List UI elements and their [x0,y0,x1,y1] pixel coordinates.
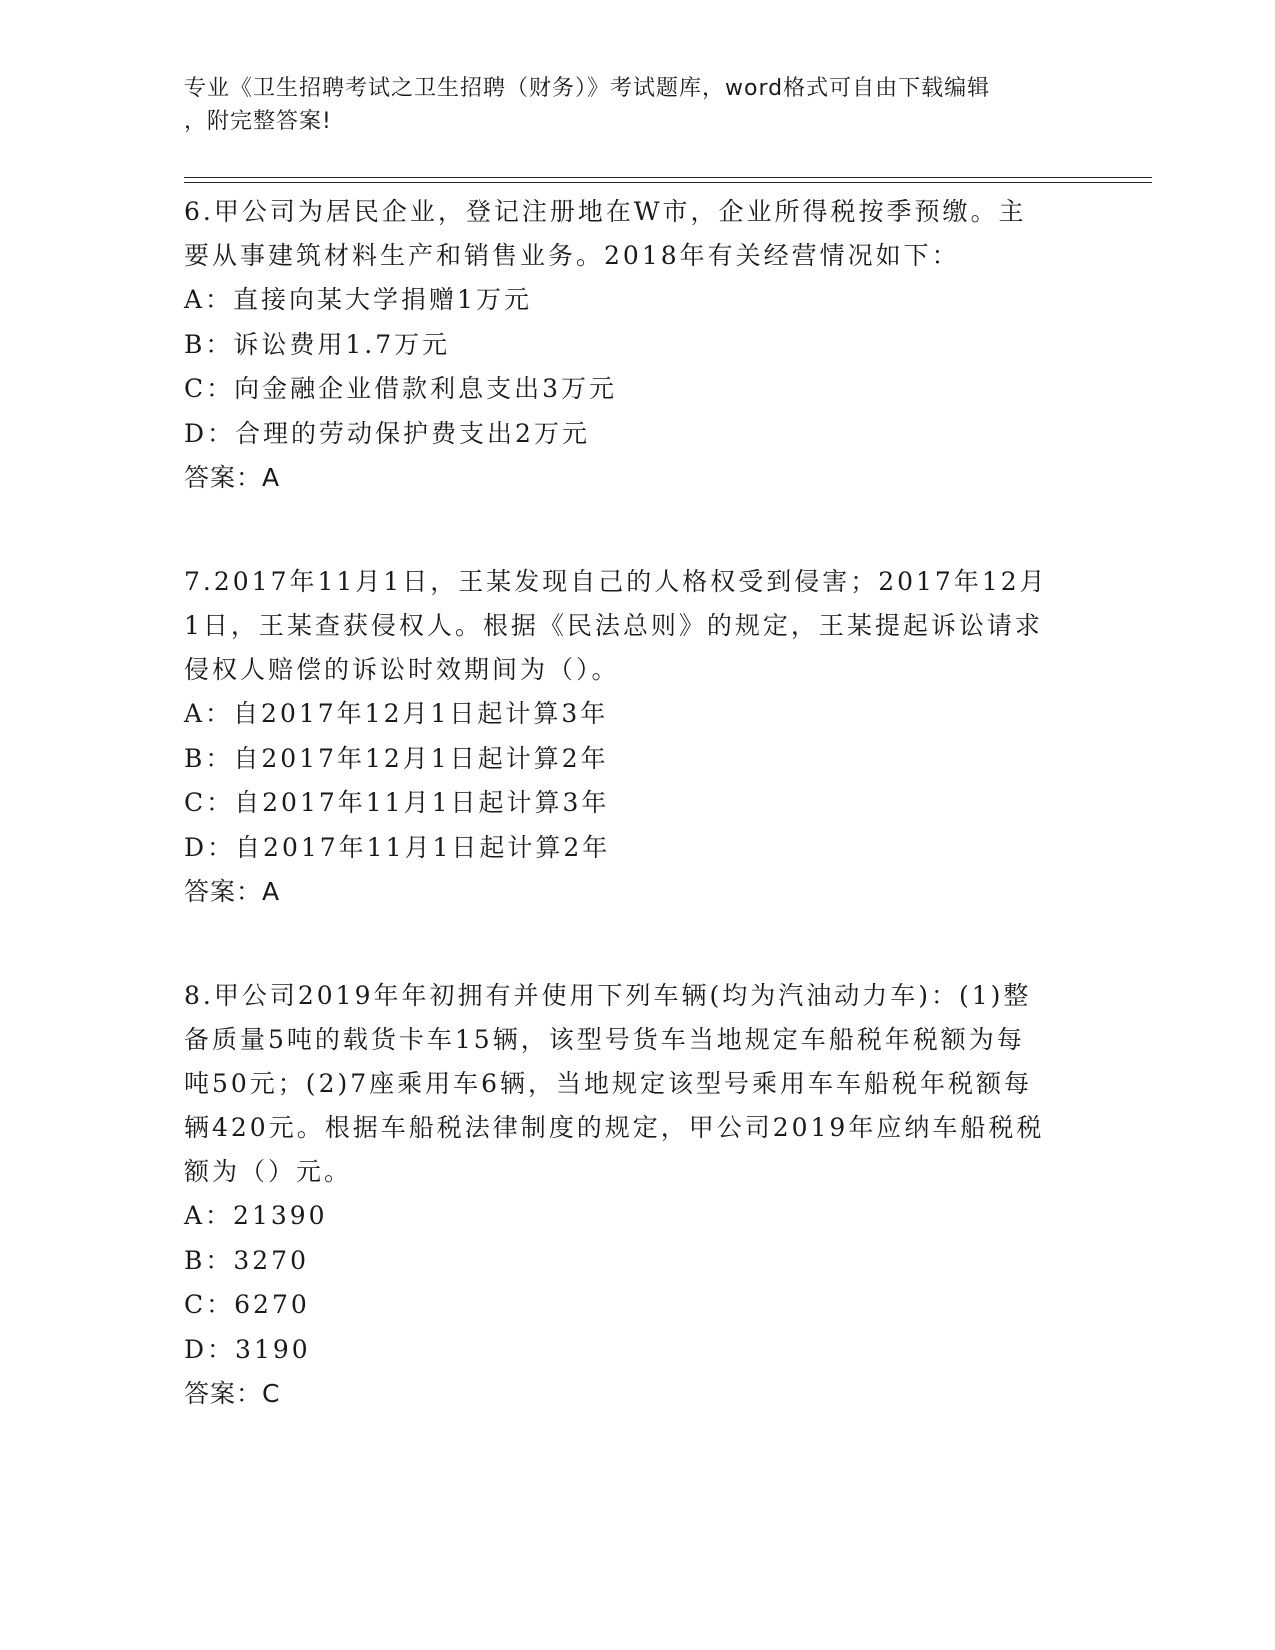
question-stem-line: 7.2017年11月1日，王某发现自己的人格权受到侵害；2017年12月 [184,567,1048,596]
document-header [184,72,1064,138]
question-stem-line: 辆420元。根据车船税法律制度的规定，甲公司2019年应纳车船税税 [184,1113,1045,1142]
option-d: D：合理的劳动保护费支出2万元 [184,418,590,448]
option-a: A：直接向某大学捐赠1万元 [184,285,532,314]
header-divider-bottom [184,182,1152,183]
question-spacer [184,914,1084,974]
option-a: A：21390 [184,1201,328,1230]
option-b: B：3270 [184,1245,309,1275]
answer-line: 答案：A [184,463,281,492]
question-6 [184,190,1084,500]
question-spacer [184,500,1084,560]
question-stem-line: 额为（）元。 [184,1157,353,1186]
question-list [184,190,1084,1416]
question-stem-line: 侵权人赔偿的诉讼时效期间为（）。 [184,655,620,684]
option-b: B：诉讼费用1.7万元 [184,329,451,359]
question-stem-line: 6.甲公司为居民企业，登记注册地在W市，企业所得税按季预缴。主 [184,197,1027,226]
option-c: C：自2017年11月1日起计算3年 [184,788,610,817]
question-stem-line: 备质量5吨的载货卡车15辆，该型号货车当地规定车船税年税额为每 [184,1025,1025,1054]
option-c: C：向金融企业借款利息支出3万元 [184,374,618,403]
question-8 [184,974,1084,1416]
header-divider-top [184,177,1152,178]
header-line-2: ，附完整答案! [184,109,332,134]
question-stem-line: 要从事建筑材料生产和销售业务。2018年有关经营情况如下： [184,241,960,270]
answer-line: 答案：C [184,1379,281,1408]
question-stem-line: 1日，王某查获侵权人。根据《民法总则》的规定，王某提起诉讼请求 [184,611,1043,640]
question-7 [184,560,1084,914]
option-b: B：自2017年12月1日起计算2年 [184,743,609,773]
option-d: D：3190 [184,1334,311,1364]
option-a: A：自2017年12月1日起计算3年 [184,699,609,728]
option-c: C：6270 [184,1290,310,1319]
option-d: D：自2017年11月1日起计算2年 [184,832,611,862]
header-line-1: 专业《卫生招聘考试之卫生招聘（财务）》考试题库，word格式可自由下载编辑 [184,76,991,101]
question-stem-line: 吨50元；(2)7座乘用车6辆，当地规定该型号乘用车车船税年税额每 [184,1069,1033,1098]
answer-line: 答案：A [184,877,281,906]
question-stem-line: 8.甲公司2019年年初拥有并使用下列车辆(均为汽油动力车)：(1)整 [184,981,1032,1010]
